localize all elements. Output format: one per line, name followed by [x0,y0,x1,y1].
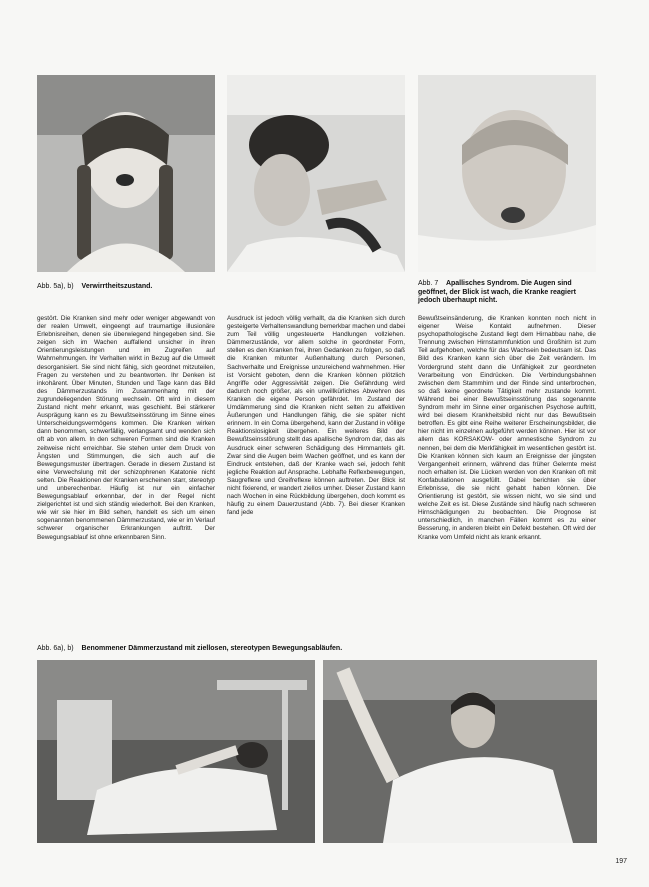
text-column-right [418,315,596,635]
text-column-left [37,315,215,635]
portrait-girl-braids [37,75,215,272]
caption-fig5-text: Verwirrtheitszustand. [81,283,153,290]
photo-fig5b [227,75,405,272]
photo-fig5a [37,75,215,272]
caption-fig6-text: Benommener Dämmerzustand mit ziellosen, stereotypen Bewegungsabläufen. [81,645,343,652]
page-number: 197 [615,858,627,865]
caption-fig7-text: Apallisches Syndrom. Die Augen sind geöffnet, der Blick ist wach, die Kranke reagiert jedoch überhaupt nicht. [418,280,576,304]
portrait-patient-lying [227,75,405,272]
photo-patient-raising-arm [323,660,597,843]
caption-fig7 [418,280,596,306]
photo-fig6a [37,660,315,843]
portrait-apallic-patient [418,75,596,272]
photo-fig6b [323,660,597,843]
photo-patient-in-bed [37,660,315,843]
caption-fig5-tag: Abb. 5a), b) [37,283,74,290]
caption-fig6-tag: Abb. 6a), b) [37,645,74,652]
caption-fig5 [37,283,397,292]
text-column-middle-body: Ausdruck ist jedoch völlig verhallt, da die Kranken sich durch gesteigerte Verhaltenswandlung bemerkbar machen und dabei zum Teil völlig ungesteuerte Handlungen vollziehen. Dämmerzustände, vor allem solche in geordneter Form, stellen es den Kranken frei, ihren Gedanken zu folgen, so daß die Kranken mitunter Außenhaltung durch Personen, Sachverhalte und Ereignisse unzureichend wahrnehmen. Hier ist Vorsicht geboten, denn die Kranken können plötzlich Angriffe oder Aggressivität zeigen. Die Gefährdung wird dadurch noch größer, als ein unwillkürliches Abwehren des Kranken die eigene Person gefährdet. Im Zustand der Umdämmerung sind die Kranken nicht selten zu affektiven Äußerungen und Handlungen fähig, die sie später nicht erinnern. In ein Coma übergehend, kann der Zustand in völlige Reaktionslosigkeit übergehen. Ein weiteres Bild der Bewußtseinsstörung stellt das apallische Syndrom dar, das als Ausdruck einer schweren Schädigung des Hirnmantels gilt. Zwar sind die Augen beim Wachen geöffnet, und es kann der Eindruck entstehen, daß der Kranke wach sei, jedoch fehlt jegliche Reaktion auf Ansprache. Lebhafte Reflexbewegungen, Saugreflexe und Greifreflexe können auftreten. Der Blick ist nicht fixierend, er wandert ziellos umher. Dieser Zustand kann nach Wochen in eine Rückbildung übergehen, doch kommt es häufig zu einem Dauerzustand (Abb. 7). Bei dieser Kranken fand jede [227,315,405,517]
text-column-middle [227,315,405,635]
caption-fig6 [37,645,597,654]
text-column-right-body: Bewußtseinsänderung, die Kranken konnten noch nicht in eigener Weise Kontakt aufnehmen. Dieser psychopathologische Zustand liegt dem Hirnabbau nahe, die Trennung zwischen Hirnstammfunktion und Großhirn ist zum Teil aufgehoben, welche für das Wachsein bedeutsam ist. Das Bild des Kranken kann sich über die Zeit verändern. Im Vordergrund steht dann die Unfähigkeit zur geordneten Verarbeitung von Eindrücken. Die Verbindungsbahnen zwischen dem Stammhirn und der Rinde sind unterbrochen, so daß keine geordnete Tätigkeit mehr zustande kommt. Während bei einer Bewußtseinsstörung das sogenannte Syndrom mehr im Sinne einer organischen Psychose auftritt, wird bei diesem Krankheitsbild nicht nur das Bewußtsein betroffen. Es gibt eine Reihe weiterer Erscheinungsbilder, die hier nicht im einzelnen aufgeführt werden können. Hier ist vor allem das KORSAKOW- oder amnestische Syndrom zu nennen, bei dem die Merkfähigkeit im wesentlichen gestört ist. Die Kranken können sich kaum an Ereignisse der jüngsten Vergangenheit erinnern, während das früher Gelernte meist noch erhalten ist. Die Lücken werden von den Kranken oft mit Konfabulationen ausgefüllt. Dabei berichten sie über Erlebnisse, die sie nicht gehabt haben können. Die Orientierung ist gestört, sie wissen nicht, wo sie sind und welche Zeit es ist. Diese Zustände sind häufig nach schweren Hirnschädigungen zu beobachten. Die Prognose ist unterschiedlich, in manchen Fällen kommt es zu einer Besserung, in anderen bleibt ein Defekt bestehen. Oft wird der Kranke vom Umfeld nicht als krank erkannt. [418,315,596,541]
photo-fig7 [418,75,596,272]
text-column-left-body: gestört. Die Kranken sind mehr oder weniger abgewandt von der realen Umwelt, eingeengt auf traumartige illusionäre Erlebnisreihen, denen sie überwiegend hingegeben sind. Sie zeigen sich im Wachen auffallend unsicher in ihren Orientierungsleistungen und im Zugreifen auf Wahrnehmungen. Ihr Verhalten wirkt in Bezug auf die Umwelt desorganisiert. Sie sind nicht fähig, sich geordnet mitzuteilen, Fragen zu verstehen und zu beantworten. Ihr Denken ist inkohärent. Über Minuten, Stunden und Tage kann das Bild des Dämmerzustands im Zusammenhang mit der zugrundeliegenden Störung wechseln. Oft wird in diesem Zustand nicht mehr erkannt, was geschieht. Bei stärkerer Ausprägung kann es zu Bewußtseinsstörung im Sinne eines Unterscheidungsvermögens kommen. Die Kranken wirken dann benommen, schwerfällig, verlangsamt und wenden sich oft ab von allem. In den schweren Formen sind die Kranken zeitweise nicht erreichbar. Sie stehen unter dem Druck von Ängsten und Stimmungen, die sich auch auf die Bewegungsmuster übertragen. Gerade in diesem Zustand ist eine Verwechslung mit der schizophrenen Katatonie nicht selten. Die Reaktionen der Kranken erscheinen starr, stereotyp und unberechenbar. Häufig ist nur ein einfacher Bewegungsablauf erkennbar, der in der Regel nicht zielgerichtet ist und sich ständig wiederholt. Bei den Kranken, wie wir sie hier im Bild sehen, handelt es sich um einen sogenannten benommenen Dämmerzustand, wie er im Verlauf schwerer organischer Erkrankungen auftritt. Der Bewegungsablauf ist ohne erkennbaren Sinn. [37,315,215,541]
caption-fig7-tag: Abb. 7 [418,280,439,287]
